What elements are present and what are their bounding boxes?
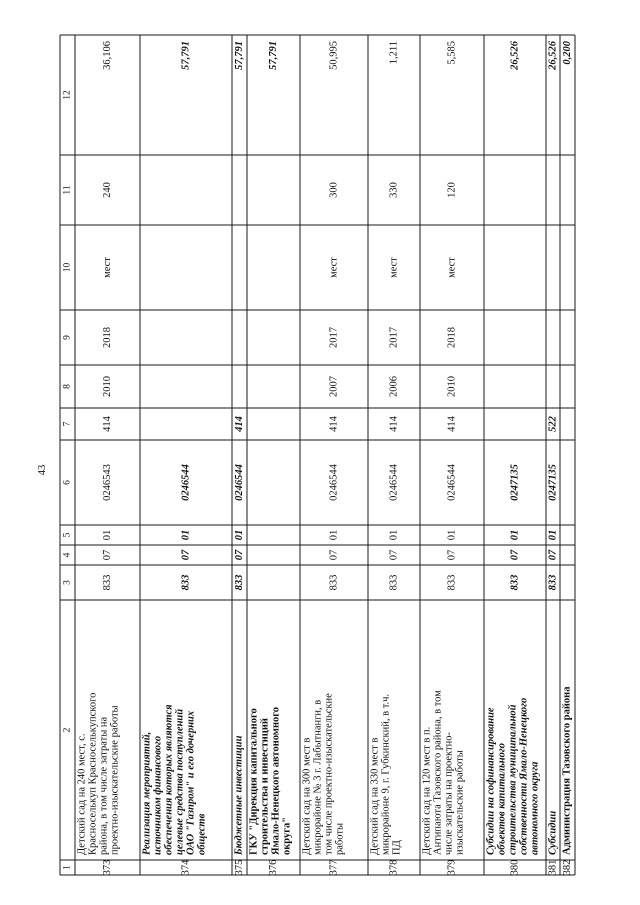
row-380-col-c3: 833 — [509, 574, 521, 591]
row-375-col-c6: 0246544 — [233, 464, 245, 501]
row-380-col-c6: 0247135 — [509, 464, 521, 501]
row-375-col-c7: 414 — [233, 416, 245, 432]
row-377-col-c5: 01 — [328, 529, 340, 541]
row-376-col-n: 376 — [267, 859, 279, 876]
row-375-col-c3: 833 — [233, 574, 245, 591]
row-378-col-c11: 330 — [388, 182, 400, 198]
column-header-2: 2 — [62, 727, 73, 733]
column-header-7: 7 — [62, 421, 73, 427]
row-381-col-n: 381 — [547, 859, 559, 876]
row-377-col-c4: 07 — [328, 549, 340, 561]
row-377-name-line: том числе проектно-изыскательские — [323, 693, 335, 855]
row-373-col-c11: 240 — [101, 182, 113, 198]
column-header-10: 10 — [62, 262, 73, 273]
row-377-name-line: микрорайоне № 3 г. Лабытнанги, в — [312, 699, 324, 855]
row-378-col-c7: 414 — [388, 416, 400, 432]
table-cells — [63, 40, 573, 875]
row-374-name-line: Реализация мероприятий, — [141, 731, 153, 855]
row-373-col-c10: мест — [101, 257, 113, 278]
row-378-col-c3: 833 — [388, 574, 400, 591]
row-378-col-c5: 01 — [388, 529, 400, 541]
row-381-col-c6: 0247135 — [547, 464, 559, 501]
row-378-name-line: ПД — [391, 840, 403, 855]
row-376-name-line: Ямало-Ненецкого автономного — [270, 706, 282, 855]
row-379-col-c4: 07 — [446, 549, 458, 561]
row-376-name-line: округа" — [281, 816, 293, 855]
row-373-amount: 36,106 — [101, 41, 113, 70]
row-379-name-line: Антипаюта Тазовского района, в том — [432, 690, 444, 855]
row-374-col-c5: 01 — [180, 529, 192, 541]
column-header-6: 6 — [62, 480, 73, 485]
row-378-name-line: микрорайоне 9, г. Губкинский, в т.ч. — [380, 693, 392, 855]
row-373-col-c9: 2018 — [101, 327, 113, 348]
row-373-col-c4: 07 — [101, 549, 113, 561]
page-number: 43 — [37, 464, 48, 476]
row-380-name-line: собственности Ямало-Ненецкого — [518, 697, 530, 855]
row-374-col-n: 374 — [180, 859, 192, 876]
column-header-12: 12 — [62, 90, 73, 100]
row-376-amount: 57,791 — [267, 41, 279, 70]
row-378-col-c8: 2006 — [388, 376, 400, 397]
row-381-col-c3: 833 — [547, 574, 559, 591]
row-376-name-line: строительства и инвестиций — [259, 718, 271, 855]
row-382-amount: 0,200 — [561, 41, 573, 65]
row-380-amount: 26,526 — [509, 41, 521, 70]
row-380-col-c5: 01 — [509, 529, 521, 541]
row-378-amount: 1,211 — [388, 41, 400, 65]
row-379-col-c9: 2018 — [446, 327, 458, 348]
row-381-col-c4: 07 — [547, 549, 559, 561]
row-377-col-c6: 0246544 — [328, 464, 340, 501]
row-373-col-n: 373 — [101, 859, 113, 876]
row-375-col-n: 375 — [233, 859, 245, 876]
column-header-5: 5 — [62, 532, 73, 538]
row-373-col-c5: 01 — [101, 529, 113, 541]
row-375-amount: 57,791 — [233, 41, 245, 70]
row-382-name-line: Администрация Тазовского района — [561, 686, 573, 855]
row-378-col-c10: мест — [388, 257, 400, 278]
row-379-name-line: изыскательские работы — [454, 750, 466, 855]
row-374-name-line: обеспечения которых являются — [163, 704, 175, 855]
row-377-col-c9: 2017 — [328, 327, 340, 348]
row-378-col-c9: 2017 — [388, 327, 400, 348]
column-header-8: 8 — [62, 384, 73, 389]
row-379-name-line: числе затраты на проектно- — [443, 732, 455, 855]
row-377-name-line: Детский сад на 300 мест в — [301, 737, 313, 855]
row-373-col-c6: 0246543 — [101, 464, 113, 501]
row-380-col-n: 380 — [509, 859, 521, 876]
row-380-name-line: строительства муниципальной — [507, 704, 519, 855]
row-379-col-c7: 414 — [446, 416, 458, 432]
row-373-col-c3: 833 — [101, 574, 113, 591]
row-378-col-c6: 0246544 — [388, 464, 400, 501]
row-378-name-line: Детский сад на 330 мест в — [369, 737, 381, 855]
row-377-col-n: 377 — [328, 859, 340, 876]
row-382-col-n: 382 — [561, 859, 573, 876]
row-378-col-c4: 07 — [388, 549, 400, 561]
row-374-col-c6: 0246544 — [180, 464, 192, 501]
row-377-name-line: работы — [334, 822, 346, 855]
row-374-name-line: обществ — [196, 813, 208, 855]
row-378-col-n: 378 — [388, 859, 400, 876]
column-header-9: 9 — [62, 335, 73, 340]
row-374-name-line: целевые средства поступлений — [174, 708, 186, 855]
row-373-name-line: проектно-изыскательские работы — [109, 705, 121, 855]
row-379-col-c10: мест — [446, 257, 458, 278]
row-377-col-c8: 2007 — [328, 376, 340, 397]
row-379-name-line: Детский сад на 120 мест в п. — [421, 726, 433, 855]
row-381-amount: 26,526 — [547, 41, 559, 70]
row-374-name-line: источником финансового — [152, 735, 164, 855]
row-380-name-line: объектов капитального — [496, 743, 508, 855]
row-377-col-c7: 414 — [328, 416, 340, 432]
row-374-name-line: ОАО "Газпром" и его дочерних — [185, 710, 197, 855]
row-373-col-c7: 414 — [101, 416, 113, 432]
row-374-col-c4: 07 — [180, 549, 192, 561]
row-375-col-c4: 07 — [233, 549, 245, 561]
row-380-col-c4: 07 — [509, 549, 521, 561]
row-373-name-line: Красноселькуп Красноселькупского — [87, 692, 99, 855]
row-380-name-line: Субсидии на софинансирование — [485, 707, 497, 855]
row-374-amount: 57,791 — [180, 41, 192, 70]
row-379-col-c3: 833 — [446, 574, 458, 591]
row-379-col-c8: 2010 — [446, 376, 458, 397]
row-375-name-line: Бюджетные инвестиции — [233, 735, 245, 855]
row-379-col-c6: 0246544 — [446, 464, 458, 501]
column-header-11: 11 — [62, 185, 73, 195]
row-377-amount: 50,995 — [328, 41, 340, 70]
row-377-col-c11: 300 — [328, 182, 340, 198]
row-373-name-line: района, в том числе затраты на — [98, 716, 110, 855]
row-379-col-c5: 01 — [446, 529, 458, 541]
row-375-col-c5: 01 — [233, 529, 245, 541]
column-header-4: 4 — [62, 552, 73, 558]
row-374-col-c3: 833 — [180, 574, 192, 591]
column-header-1: 1 — [62, 865, 73, 870]
row-379-col-c11: 120 — [446, 182, 458, 198]
row-379-amount: 5,585 — [446, 41, 458, 65]
row-381-col-c7: 522 — [547, 416, 559, 432]
row-380-name-line: автономного округа — [529, 761, 541, 855]
row-381-name-line: Субсидии — [547, 810, 559, 855]
row-373-col-c8: 2010 — [101, 376, 113, 397]
row-373-name-line: Детский сад на 240 мест, с. — [76, 733, 88, 855]
row-381-col-c5: 01 — [547, 529, 559, 541]
row-376-name-line: ГКУ "Дирекция капитального — [248, 708, 260, 855]
column-header-3: 3 — [62, 580, 73, 585]
row-379-col-n: 379 — [446, 859, 458, 876]
row-377-col-c3: 833 — [328, 574, 340, 591]
row-377-col-c10: мест — [328, 257, 340, 278]
